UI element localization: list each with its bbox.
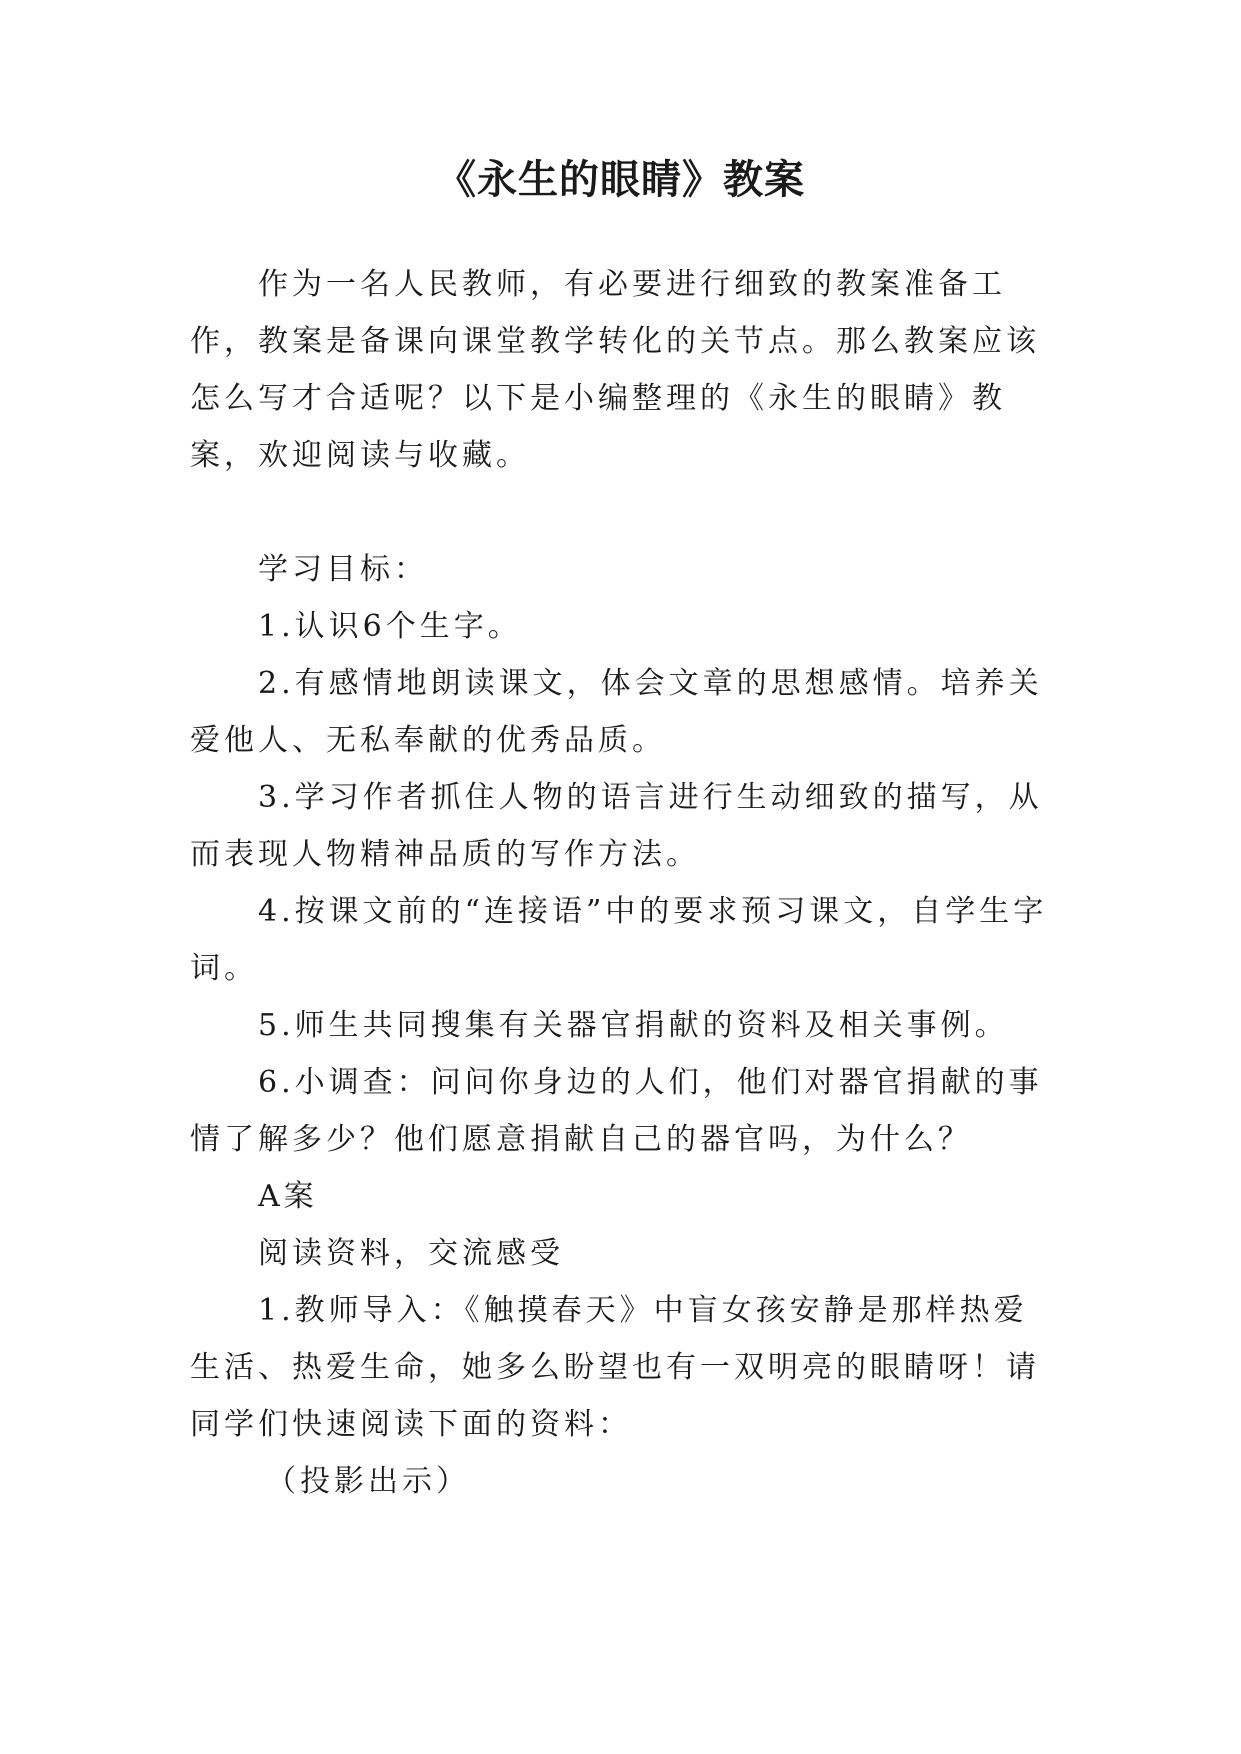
goal-item-2: 2.有感情地朗读课文，体会文章的思想感情。培养关爱他人、无私奉献的优秀品质。 xyxy=(190,666,1043,758)
document-title: 《永生的眼睛》教案 xyxy=(436,157,805,203)
plan-subheading: 阅读资料，交流感受 xyxy=(258,1236,564,1271)
goal-item-1: 1.认识6个生字。 xyxy=(258,609,522,644)
section-heading-goals: 学习目标： xyxy=(258,552,428,587)
plan-step-1: 1.教师导入：《触摸春天》中盲女孩安静是那样热爱生活、热爱生命，她多么盼望也有一双明亮的眼睛呀！请同学们快速阅读下面的资料： xyxy=(190,1293,1040,1442)
projection-note: （投影出示） xyxy=(266,1464,470,1499)
goal-item-5: 5.师生共同搜集有关器官捐献的资料及相关事例。 xyxy=(258,1008,1009,1043)
goal-item-4: 4.按课文前的“连接语”中的要求预习课文，自学生字词。 xyxy=(190,894,1048,986)
plan-label: A案 xyxy=(258,1179,318,1214)
goal-item-6: 6.小调查：问问你身边的人们，他们对器官捐献的事情了解多少？他们愿意捐献自己的器官吗，为什么？ xyxy=(190,1065,1043,1157)
intro-paragraph: 作为一名人民教师，有必要进行细致的教案准备工作，教案是备课向课堂教学转化的关节点。那么教案应该怎么写才合适呢？以下是小编整理的《永生的眼睛》教案，欢迎阅读与收藏。 xyxy=(190,267,1040,473)
goal-item-3: 3.学习作者抓住人物的语言进行生动细致的描写，从而表现人物精神品质的写作方法。 xyxy=(190,780,1043,872)
paragraph-gap xyxy=(190,484,1060,541)
document-body xyxy=(190,256,1060,1510)
